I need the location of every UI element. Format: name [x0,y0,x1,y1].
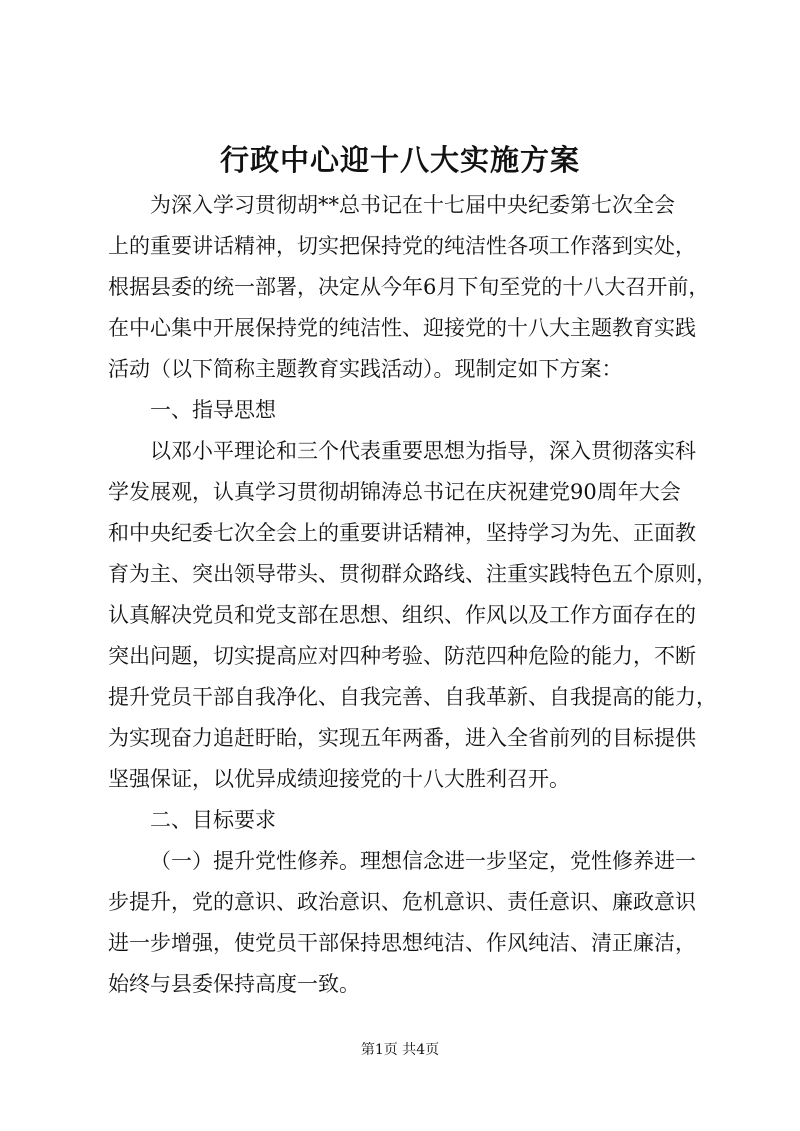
body-line: 始终与县委保持高度一致。 [108,972,360,996]
body-line: 坚强保证，以优异成绩迎接党的十八大胜利召开。 [108,767,570,791]
body-line: 根据县委的统一部署，决定从今年6月下旬至党的十八大召开前， [108,275,710,299]
body-line: 为实现奋力追赶盱眙，实现五年两番，进入全省前列的目标提供 [108,726,696,750]
body-line: 认真解决党员和党支部在思想、组织、作风以及工作方面存在的 [108,603,696,627]
body-line: （一）提升党性修养。理想信念进一步坚定，党性修养进一 [150,849,696,873]
body-line: 和中央纪委七次全会上的重要讲话精神，坚持学习为先、正面教 [108,521,696,545]
body-line: 育为主、突出领导带头、贯彻群众路线、注重实践特色五个原则， [108,562,717,586]
body-line: 为深入学习贯彻胡**总书记在十七届中央纪委第七次全会 [150,193,675,217]
body-line: 学发展观，认真学习贯彻胡锦涛总书记在庆祝建党90周年大会 [108,480,681,504]
section-heading: 一、指导思想 [150,398,276,422]
body-line: 活动（以下简称主题教育实践活动）。现制定如下方案： [108,357,623,381]
document-title: 行政中心迎十八大实施方案 [219,143,580,177]
body-line: 进一步增强，使党员干部保持思想纯洁、作风纯洁、清正廉洁， [108,931,696,955]
body-line: 提升党员干部自我净化、自我完善、自我革新、自我提高的能力， [108,685,717,709]
body-line: 在中心集中开展保持党的纯洁性、迎接党的十八大主题教育实践 [108,316,696,340]
body-line: 突出问题，切实提高应对四种考验、防范四种危险的能力，不断 [108,644,696,668]
page-footer: 第1页 共4页 [360,1042,440,1058]
body-line: 步提升，党的意识、政治意识、危机意识、责任意识、廉政意识 [108,890,696,914]
body-line: 以邓小平理论和三个代表重要思想为指导，深入贯彻落实科 [150,439,696,463]
body-line: 上的重要讲话精神，切实把保持党的纯洁性各项工作落到实处， [108,234,696,258]
section-heading: 二、目标要求 [150,808,276,832]
